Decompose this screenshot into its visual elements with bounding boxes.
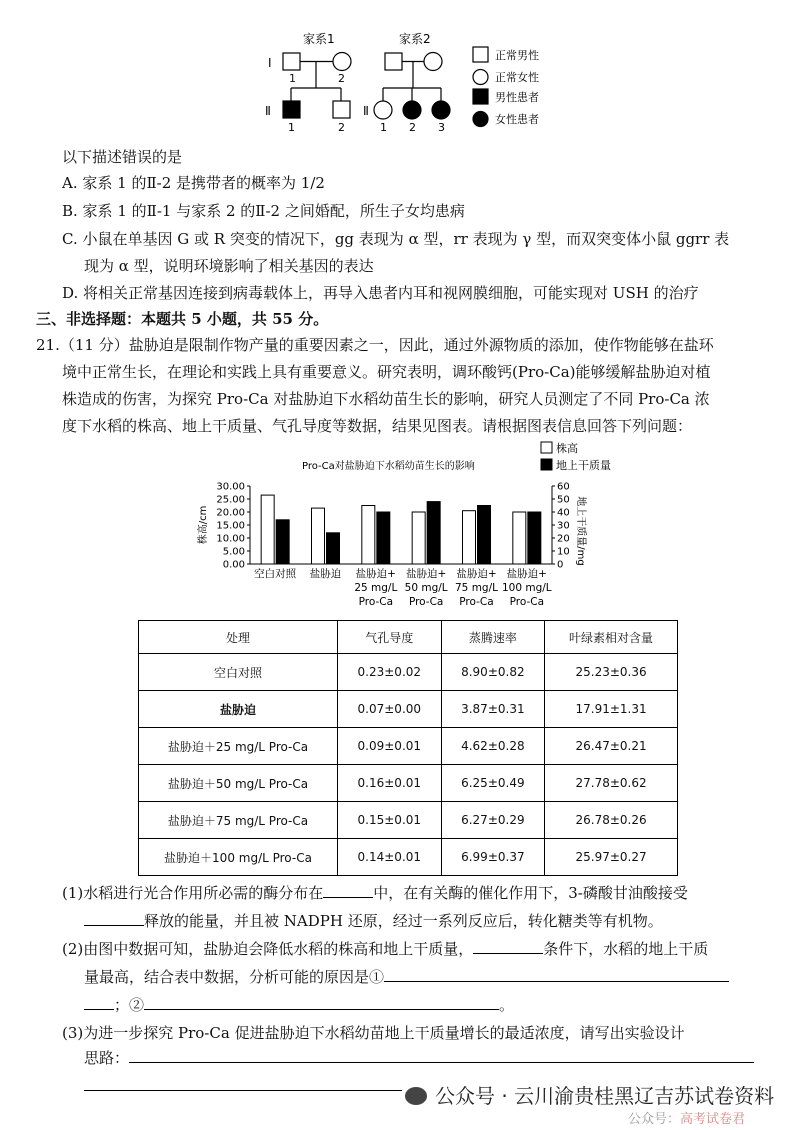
table-cell: 盐胁迫＋25 mg/L Pro-Ca: [139, 728, 338, 765]
q21-sub2-text-a: (2)由图中数据可知，盐胁迫会降低水稻的株高和地上干质量，: [62, 940, 474, 958]
q20-option-d: D. 将相关正常基因连接到病毒载体上，再导入患者内耳和视网膜细胞，可能实现对 USH 的治疗: [62, 284, 699, 302]
footer-brand-text: 公众号 · 云川渝贵桂黑辽吉苏试卷资料: [435, 1084, 775, 1108]
bar-dry-mass: [327, 533, 340, 564]
table-cell: 26.78±0.26: [545, 802, 678, 839]
f1-i-2-number: 2: [338, 72, 345, 85]
q21-sub2-line3: [84, 994, 514, 1015]
table-cell: 26.47±0.21: [545, 728, 678, 765]
q21-sub3-line2: [84, 1047, 754, 1068]
q21-sub2-line1: [62, 938, 708, 959]
q21-para-line1: 21.（11 分）盐胁迫是限制作物产量的重要因素之一，因此，通过外源物质的添加，使作物能够在盐环: [36, 336, 714, 354]
x-tick-label: Pro-Ca: [509, 596, 545, 608]
x-tick-label: 盐胁迫+: [355, 568, 396, 580]
table-header-chlorophyll: 叶绿素相对含量: [545, 621, 678, 654]
q21-sub3-line1: (3)为进一步探究 Pro-Ca 促进盐胁迫下水稻幼苗地上干质量增长的最适浓度，请写出实验设计: [62, 1024, 685, 1042]
chart-title: Pro-Ca对盐胁迫下水稻幼苗生长的影响: [302, 461, 475, 472]
q21-sub2-text-c: 量最高，结合表中数据，分析可能的原因是①: [84, 968, 385, 986]
bar-plant-height: [463, 511, 476, 564]
table-row: [139, 765, 678, 802]
q21-sub2-text-d: ；②: [114, 996, 145, 1014]
table-cell: 盐胁迫: [139, 691, 338, 728]
x-tick-label: 75 mg/L: [455, 582, 498, 594]
y2-tick-label: 30: [557, 520, 570, 532]
wechat-icon: [405, 1087, 427, 1105]
table-row: [139, 691, 678, 728]
q21-sub1-text-c: 释放的能量，并且被 NADPH 还原，经过一系列反应后，转化糖类等有机物。: [144, 912, 663, 930]
y-tick-label: 0.00: [222, 559, 245, 571]
x-tick-label: 盐胁迫+: [506, 568, 547, 580]
q21-sub1-line1: [62, 882, 688, 903]
x-tick-label: Pro-Ca: [459, 596, 494, 608]
y2-tick-label: 20: [557, 533, 570, 545]
gen-label-2b: Ⅱ: [363, 104, 369, 118]
legend-label-1: 地上干质量: [556, 459, 611, 472]
f2-ii-1-number: 1: [380, 121, 387, 134]
legend-affected-female-icon: [473, 112, 488, 127]
table-cell: 25.23±0.36: [545, 654, 678, 691]
watermark: [628, 1108, 745, 1127]
q21-sub2-text-b: 条件下，水稻的地上干质: [543, 940, 709, 958]
y2-axis-label: 地上干质量/mg: [575, 496, 586, 566]
table-row: [139, 802, 678, 839]
bar-plant-height: [513, 512, 526, 564]
answer-blank[interactable]: [84, 1009, 114, 1010]
table-header-row: [139, 621, 678, 654]
x-tick-label: 盐胁迫: [309, 568, 342, 580]
q21-sub2-line2: [84, 966, 729, 987]
bar-chart: [190, 436, 630, 612]
y-tick-label: 25.00: [216, 494, 245, 506]
table-cell: 空白对照: [139, 654, 338, 691]
f1-i-2-normal-female: [333, 53, 351, 71]
table-cell: 6.27±0.29: [441, 802, 545, 839]
answer-blank[interactable]: [384, 981, 729, 982]
legend-swatch-1: [541, 459, 552, 470]
answer-blank[interactable]: [144, 1009, 499, 1010]
legend-swatch-0: [541, 442, 552, 453]
legend-label-0: 株高: [556, 442, 578, 455]
f2-ii-2-number: 2: [409, 121, 416, 134]
q21-para-line3: 株造成的伤害，为探究 Pro-Ca 对盐胁迫下水稻幼苗生长的影响，研究人员测定了不同 Pro-Ca 浓: [62, 390, 710, 408]
gen-label-1: I: [268, 56, 272, 70]
bar-dry-mass: [276, 520, 289, 564]
table-cell: 0.15±0.01: [338, 802, 442, 839]
answer-blank[interactable]: [473, 953, 543, 954]
q20-option-b: B. 家系 1 的Ⅱ-1 与家系 2 的Ⅱ-2 之间婚配，所生子女均患病: [62, 202, 465, 220]
legend-normal-male-icon: [473, 47, 488, 62]
table-cell: 0.07±0.00: [338, 691, 442, 728]
f1-i-1-normal-male: [283, 53, 300, 70]
answer-blank[interactable]: [84, 925, 144, 926]
x-tick-label: Pro-Ca: [358, 596, 394, 608]
f1-ii-2-number: 2: [338, 121, 345, 134]
table-cell: 3.87±0.31: [441, 691, 545, 728]
watermark-prefix: 公众号：: [628, 1112, 681, 1127]
family1-title: 家系1: [303, 32, 335, 46]
y2-tick-label: 40: [557, 507, 570, 519]
table-header-transpiration: 蒸腾速率: [441, 621, 545, 654]
legend-affected-male: 男性患者: [495, 91, 539, 104]
f2-ii-1-normal-female: [374, 101, 392, 119]
q20-stem: 以下描述错误的是: [62, 148, 183, 166]
f1-ii-2-normal-male: [333, 101, 350, 118]
legend-normal-female: 正常女性: [495, 71, 539, 84]
q20-option-c-line2: 现为 α 型，说明环境影响了相关基因的表达: [84, 257, 374, 275]
q21-sub2-text-e: 。: [499, 996, 515, 1014]
y-axis-label: 株高/cm: [198, 505, 209, 545]
watermark-name: 高考试卷君: [680, 1112, 746, 1127]
y2-tick-label: 50: [557, 494, 570, 506]
table-cell: 0.14±0.01: [338, 839, 442, 876]
q21-sub3-text-b: 思路：: [84, 1049, 130, 1067]
table-cell: 25.97±0.27: [545, 839, 678, 876]
x-tick-label: 盐胁迫+: [406, 568, 447, 580]
q21-sub1-text-b: 中，在有关酶的催化作用下，3-磷酸甘油酸接受: [373, 884, 688, 902]
f2-ii-3-number: 3: [438, 121, 445, 134]
x-tick-label: 空白对照: [254, 568, 297, 580]
table-row: [139, 839, 678, 876]
q20-option-c-line1: C. 小鼠在单基因 G 或 R 突变的情况下，gg 表现为 α 型，rr 表现为 γ 型，而双突变体小鼠 ggrr 表: [62, 230, 730, 248]
y-tick-label: 10.00: [216, 533, 245, 545]
table-cell: 8.90±0.82: [441, 654, 545, 691]
x-tick-label: 50 mg/L: [404, 582, 448, 594]
table-cell: 27.78±0.62: [545, 765, 678, 802]
gen-label-2: Ⅱ: [265, 104, 271, 118]
legend-normal-female-icon: [473, 70, 488, 85]
table-row: [139, 728, 678, 765]
legend-affected-male-icon: [473, 89, 488, 104]
y2-tick-label: 10: [557, 546, 570, 558]
section3-heading: 三、非选择题：本题共 5 小题，共 55 分。: [36, 310, 329, 328]
table-cell: 盐胁迫＋75 mg/L Pro-Ca: [139, 802, 338, 839]
f1-i-1-number: 1: [289, 72, 296, 85]
bar-dry-mass: [377, 512, 390, 564]
bar-dry-mass: [528, 512, 541, 564]
bar-plant-height: [412, 512, 425, 564]
table-cell: 盐胁迫＋50 mg/L Pro-Ca: [139, 765, 338, 802]
f2-i-2-normal-female: [424, 53, 442, 71]
q21-sub1-text-a: (1)水稻进行光合作用所必需的酶分布在: [62, 884, 324, 902]
answer-blank[interactable]: [323, 897, 373, 898]
f2-i-1-normal-male: [385, 53, 402, 70]
q21-para-line2: 境中正常生长，在理论和实践上具有重要意义。研究表明，调环酸钙(Pro-Ca)能够缓解盐胁迫对植: [62, 363, 711, 381]
table-cell: 6.25±0.49: [441, 765, 545, 802]
f2-ii-2-affected-female: [403, 101, 421, 119]
table-cell: 0.23±0.02: [338, 654, 442, 691]
table-header-stomatal: 气孔导度: [338, 621, 442, 654]
data-table: [138, 620, 678, 876]
x-tick-label: Pro-Ca: [408, 596, 444, 608]
q20-option-a: A. 家系 1 的Ⅱ-2 是携带者的概率为 1/2: [62, 174, 325, 192]
footer-brand: [405, 1080, 774, 1109]
y-tick-label: 20.00: [216, 507, 245, 519]
pedigree-diagram: [255, 30, 575, 140]
table-cell: 0.16±0.01: [338, 765, 442, 802]
table-header-treatment: 处理: [139, 621, 338, 654]
q21-para-line4: 度下水稻的株高、地上干质量、气孔导度等数据，结果见图表。请根据图表信息回答下列问题：: [62, 417, 693, 435]
y2-tick-label: 60: [557, 481, 570, 493]
f1-ii-1-number: 1: [288, 121, 295, 134]
bar-plant-height: [261, 495, 274, 564]
answer-line[interactable]: [84, 1090, 402, 1091]
x-tick-label: 25 mg/L: [354, 582, 398, 594]
x-tick-label: 100 mg/L: [501, 582, 552, 594]
x-tick-label: 盐胁迫+: [456, 568, 497, 580]
bar-plant-height: [312, 508, 325, 564]
bar-dry-mass: [478, 506, 491, 565]
family2-title: 家系2: [399, 32, 431, 46]
table-cell: 盐胁迫＋100 mg/L Pro-Ca: [139, 839, 338, 876]
f1-ii-1-affected-male: [283, 101, 300, 118]
y-tick-label: 30.00: [216, 481, 245, 493]
y2-tick-label: 0: [557, 559, 564, 571]
y-tick-label: 5.00: [222, 546, 245, 558]
bar-dry-mass: [427, 502, 440, 564]
table-cell: 4.62±0.28: [441, 728, 545, 765]
legend-affected-female: 女性患者: [495, 113, 539, 126]
legend-normal-male: 正常男性: [495, 49, 539, 62]
table-cell: 0.09±0.01: [338, 728, 442, 765]
table-cell: 6.99±0.37: [441, 839, 545, 876]
table-row: [139, 654, 678, 691]
q21-sub1-line2: [84, 910, 663, 931]
bar-plant-height: [362, 506, 375, 565]
f2-ii-3-affected-female: [432, 101, 450, 119]
table-cell: 17.91±1.31: [545, 691, 678, 728]
y-tick-label: 15.00: [216, 520, 245, 532]
answer-blank[interactable]: [129, 1062, 754, 1063]
